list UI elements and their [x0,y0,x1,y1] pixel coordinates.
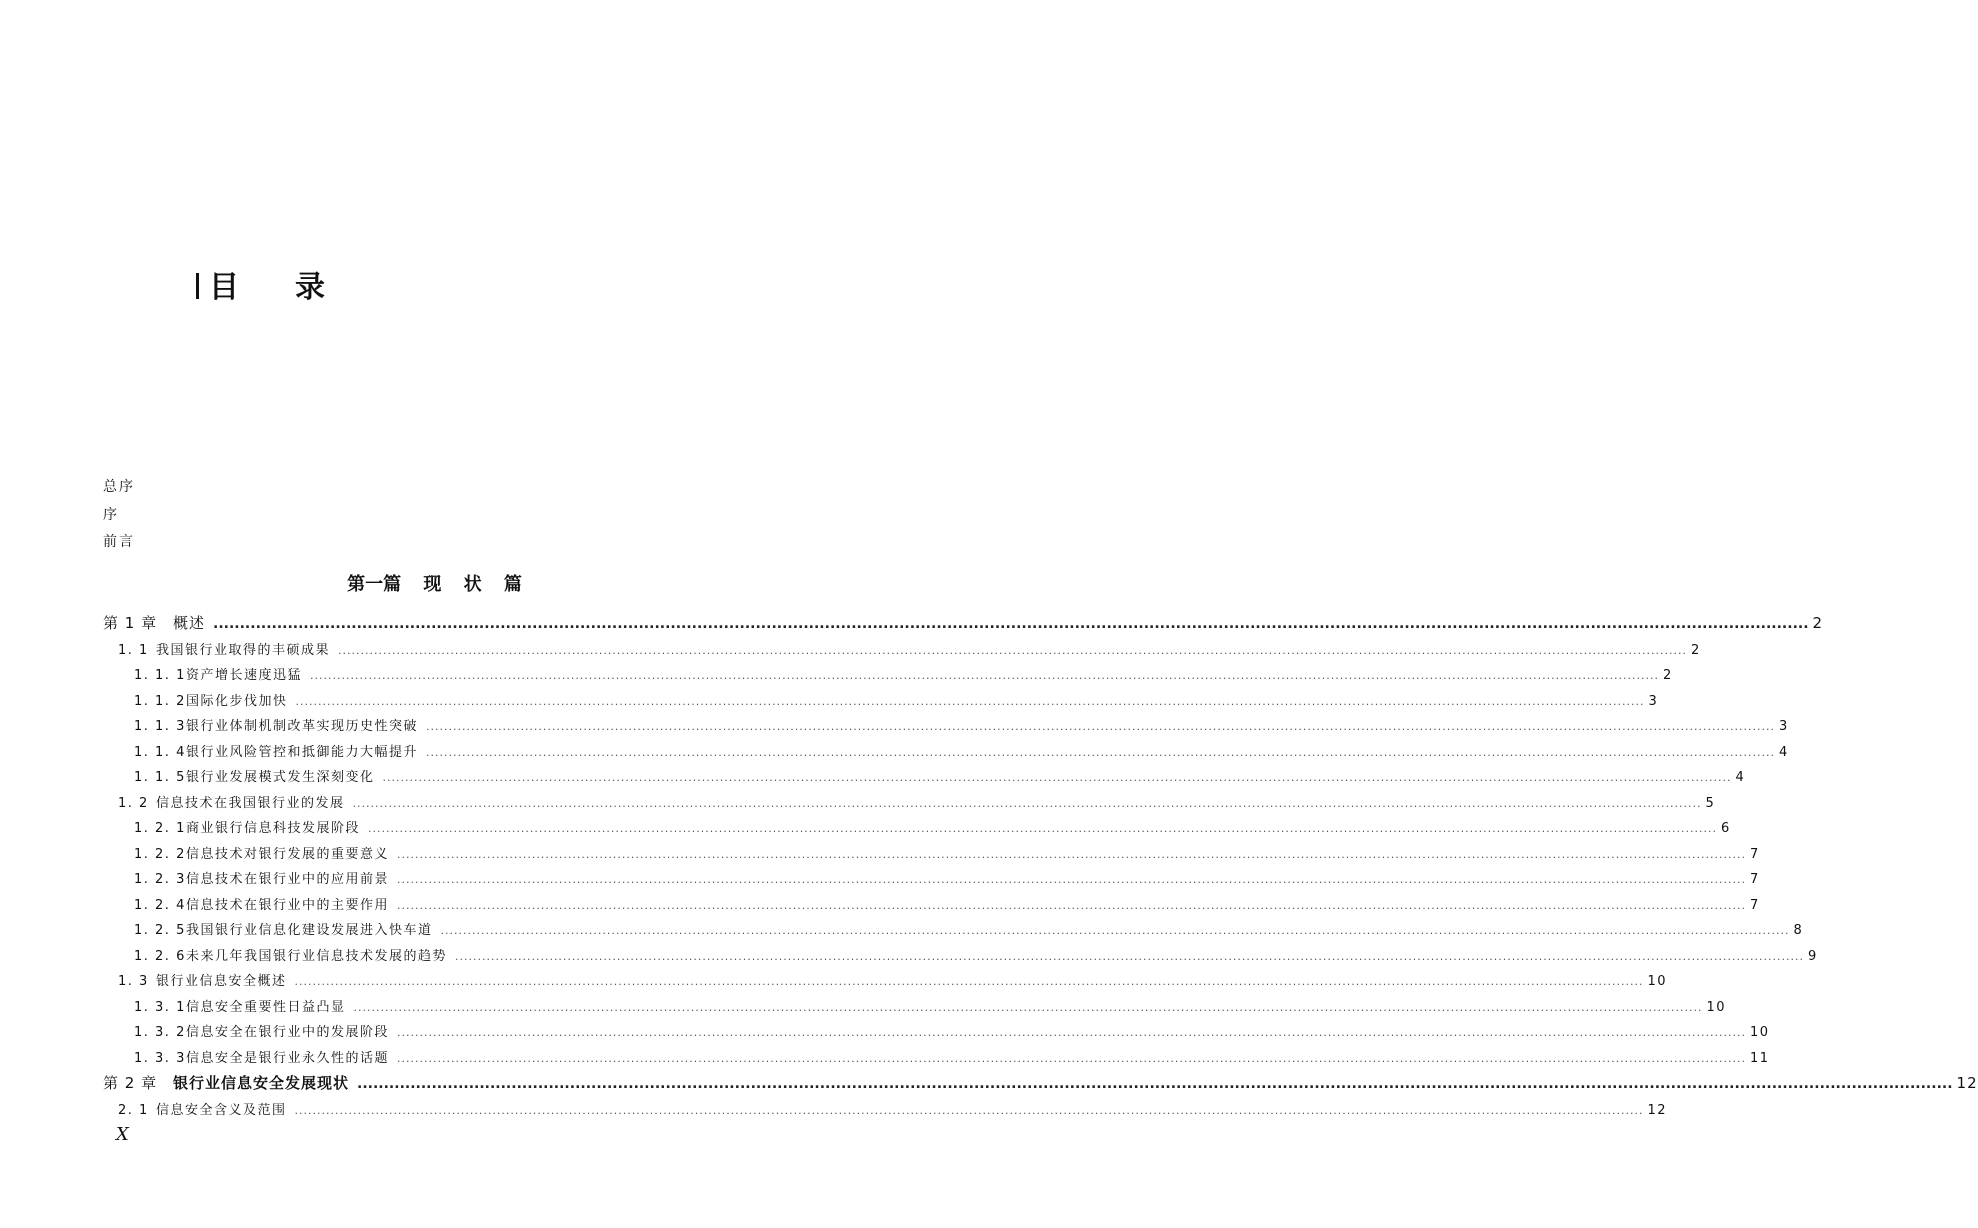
front-matter-preface: 序 [103,507,119,523]
toc-entry[interactable] [134,766,1746,786]
toc-entry-number: 第 1 章 [103,614,158,632]
toc-entry-page: 6 [1721,821,1731,836]
toc-entry[interactable] [134,1047,1770,1067]
toc-entry[interactable] [134,868,1760,888]
toc-entry-page: 7 [1750,847,1760,862]
toc-leader-dots: ............................................................................................................................................................................................................................................................................................................ [295,695,1645,708]
toc-leader-dots: ............................................................................................................................................................................................................................................................................................................ [294,975,1644,988]
toc-entry-page: 10 [1750,1025,1770,1040]
toc-entry-page: 11 [1750,1051,1770,1066]
toc-leader-dots: ............................................................................................................................................................................................................................................................................................................ [397,899,1746,912]
toc-entry-number: 1. 2. 1 [134,821,186,836]
toc-leader-dots: ............................................................................................................................................................................................................................................................................................................ [357,1076,1953,1092]
toc-entry-number: 1. 1. 5 [134,770,186,785]
toc-leader-dots: ............................................................................................................................................................................................................................................................................................................ [353,1001,1703,1014]
toc-entry-title: 我国银行业信息化建设发展进入快车道 [186,923,433,938]
toc-entry-number: 1. 1. 2 [134,694,186,709]
toc-entry-number: 1. 1. 4 [134,745,186,760]
toc-entry-title: 信息技术在我国银行业的发展 [156,796,345,811]
toc-leader-dots: ............................................................................................................................................................................................................................................................................................................ [426,720,1775,733]
toc-entry-number: 1. 3. 1 [134,1000,186,1015]
toc-entry[interactable] [134,894,1760,914]
toc-entry-page: 3 [1648,694,1659,709]
toc-entry-number: 第 2 章 [103,1074,158,1092]
toc-entry-title: 信息安全是银行业永久性的话题 [186,1051,390,1066]
toc-entry-title: 银行业信息安全发展现状 [173,1074,350,1092]
toc-entry-number: 1. 3. 3 [134,1051,186,1066]
toc-entry-title: 资产增长速度迅猛 [186,668,303,683]
page-folio: X [116,1124,129,1145]
part-title-char: 状 [463,574,482,595]
toc-entry[interactable] [103,1072,1978,1092]
toc-entry-page: 10 [1706,1000,1727,1015]
toc-leader-dots: ............................................................................................................................................................................................................................................................................................................ [455,950,1804,963]
toc-leader-dots: ............................................................................................................................................................................................................................................................................................................ [368,822,1717,835]
toc-leader-dots: ............................................................................................................................................................................................................................................................................................................ [338,644,1687,657]
toc-entry-number: 1. 1. 1 [134,668,186,683]
toc-entry[interactable] [118,970,1668,990]
toc-entry-page: 4 [1779,745,1789,760]
toc-entry-title: 银行业风险管控和抵御能力大幅提升 [186,745,419,760]
heading-char-2: 录 [295,270,325,305]
toc-entry[interactable] [134,919,1804,939]
toc-entry[interactable] [134,817,1731,837]
toc-entry[interactable] [134,690,1659,710]
toc-entry-number: 1. 3 [118,974,149,989]
toc-entry-page: 9 [1808,949,1818,964]
toc-leader-dots: ............................................................................................................................................................................................................................................................................................................ [397,1026,1746,1039]
toc-leader-dots: ............................................................................................................................................................................................................................................................................................................ [397,848,1746,861]
heading-bar [196,273,199,299]
toc-leader-dots: ............................................................................................................................................................................................................................................................................................................ [397,873,1746,886]
toc-entry[interactable] [118,792,1716,812]
toc-leader-dots: ............................................................................................................................................................................................................................................................................................................ [294,1104,1644,1117]
toc-entry-title: 我国银行业取得的丰硕成果 [156,643,331,658]
toc-entry-page: 3 [1779,719,1789,734]
toc-entry-title: 国际化步伐加快 [186,694,288,709]
toc-entry[interactable] [118,639,1701,659]
toc-entry-number: 1. 2 [118,796,149,811]
toc-entry[interactable] [134,715,1789,735]
part-title-char: 篇 [503,574,522,595]
front-matter-foreword: 前言 [103,534,135,550]
part-title-char: 现 [423,574,442,595]
toc-entry-page: 4 [1735,770,1746,785]
toc-leader-dots: ............................................................................................................................................................................................................................................................................................................ [426,746,1775,759]
toc-entry-title: 概述 [173,614,206,632]
toc-entry-number: 2. 1 [118,1103,149,1118]
heading-char-1: 目 [209,270,239,305]
toc-entry-page: 7 [1750,898,1760,913]
toc-entry[interactable] [134,741,1789,761]
toc-leader-dots: ............................................................................................................................................................................................................................................................................................................ [310,669,1659,682]
toc-entry-page: 2 [1812,614,1824,632]
toc-leader-dots: ............................................................................................................................................................................................................................................................................................................ [213,616,1809,632]
toc-entry-page: 2 [1691,643,1701,658]
toc-heading [196,262,325,306]
toc-entry-page: 10 [1647,974,1668,989]
toc-entry-number: 1. 1. 3 [134,719,186,734]
toc-leader-dots: ............................................................................................................................................................................................................................................................................................................ [352,797,1702,810]
toc-entry-title: 信息安全含义及范围 [156,1103,287,1118]
toc-entry-page: 8 [1793,923,1804,938]
toc-entry[interactable] [134,664,1673,684]
part-title-label: 第一篇 [347,574,402,595]
toc-entry[interactable] [134,996,1727,1016]
part-title [0,570,869,596]
toc-entry-title: 信息技术在银行业中的应用前景 [186,872,390,887]
toc-entry-title: 未来几年我国银行业信息技术发展的趋势 [186,949,448,964]
toc-entry-number: 1. 2. 4 [134,898,186,913]
toc-entry[interactable] [134,1021,1770,1041]
toc-leader-dots: ............................................................................................................................................................................................................................................................................................................ [397,1052,1746,1065]
toc-entry[interactable] [118,1099,1668,1119]
toc-entry-title: 信息安全在银行业中的发展阶段 [186,1025,390,1040]
toc-entry-number: 1. 3. 2 [134,1025,186,1040]
toc-entry-page: 12 [1647,1103,1668,1118]
toc-entry[interactable] [134,945,1818,965]
toc-entry-number: 1. 2. 5 [134,923,186,938]
toc-entry-number: 1. 2. 6 [134,949,186,964]
toc-entry-title: 商业银行信息科技发展阶段 [186,821,361,836]
toc-entry-page: 7 [1750,872,1760,887]
front-matter-general-preface: 总序 [103,479,135,495]
toc-leader-dots: ............................................................................................................................................................................................................................................................................................................ [382,771,1732,784]
toc-entry-title: 银行业体制机制改革实现历史性突破 [186,719,419,734]
toc-entry-page: 5 [1705,796,1716,811]
toc-entry-title: 信息技术对银行发展的重要意义 [186,847,390,862]
toc-entry-number: 1. 1 [118,643,149,658]
toc-entry-number: 1. 2. 2 [134,847,186,862]
toc-entry-title: 银行业发展模式发生深刻变化 [186,770,375,785]
toc-entry-page: 2 [1663,668,1673,683]
toc-entry-title: 信息安全重要性日益凸显 [186,1000,346,1015]
toc-entry-page: 12 [1956,1074,1978,1092]
toc-leader-dots: ............................................................................................................................................................................................................................................................................................................ [440,924,1790,937]
toc-entry-number: 1. 2. 3 [134,872,186,887]
toc-entry[interactable] [134,843,1760,863]
toc-entry-title: 信息技术在银行业中的主要作用 [186,898,390,913]
toc-entry-title: 银行业信息安全概述 [156,974,287,989]
toc-entry[interactable] [103,612,1824,632]
